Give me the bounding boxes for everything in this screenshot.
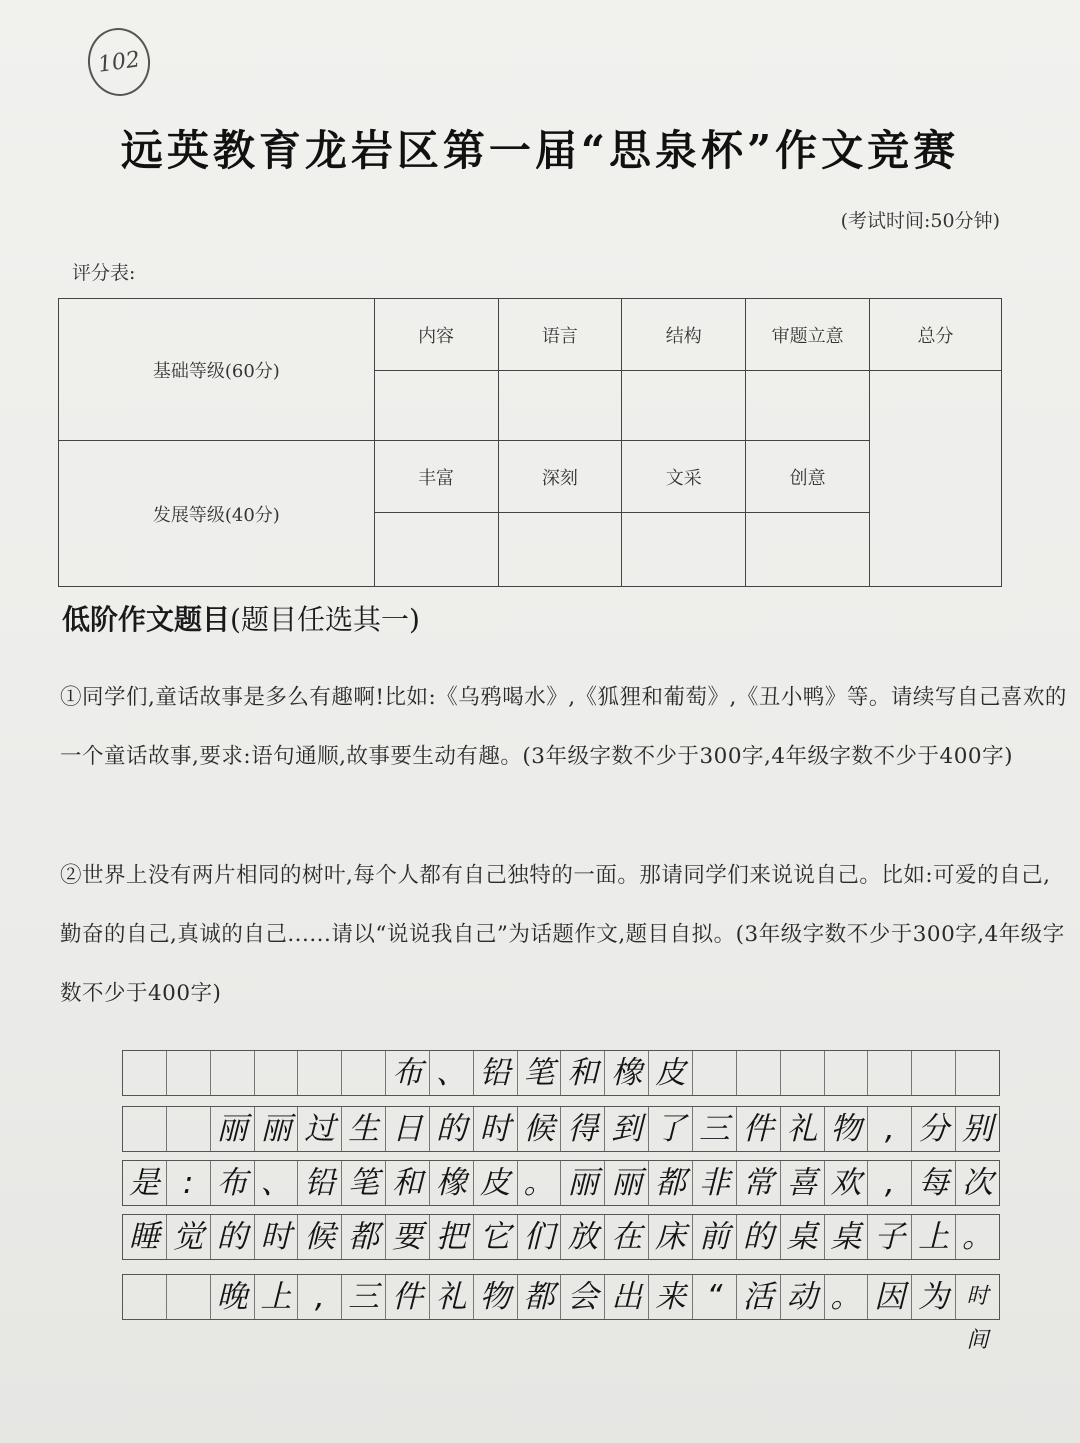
- prompt-2: ②世界上没有两片相同的树叶,每个人都有自己独特的一面。那请同学们来说说自己。比如:可爱的自己,勤奋的自己,真诚的自己......请以“说说我自己”为话题作文,题目自拟。(3年级字数不少于300字,4年级字数不少于400字): [60, 863, 1065, 1006]
- grid-cell: 会: [561, 1275, 605, 1319]
- grid-cell: 子: [868, 1215, 912, 1259]
- grid-cell: ,: [868, 1161, 912, 1205]
- criterion-topic: 审题立意: [746, 299, 870, 371]
- grid-cell: 别: [961, 1111, 993, 1147]
- grid-cell: 睡: [123, 1215, 167, 1259]
- criterion-richness: 丰富: [374, 441, 498, 513]
- grid-cell: 的: [211, 1215, 255, 1259]
- grid-cell: 到: [605, 1107, 649, 1151]
- criterion-language: 语言: [498, 299, 622, 371]
- grid-cell: 铅: [298, 1161, 342, 1205]
- grid-cell: 时: [474, 1107, 518, 1151]
- score-cell: [622, 371, 746, 441]
- grid-cell: 常: [737, 1161, 781, 1205]
- grid-cell: 上: [912, 1215, 956, 1259]
- page-title: 远英教育龙岩区第一届“思泉杯”作文竞赛: [120, 126, 960, 175]
- grid-cell: 件: [737, 1107, 781, 1151]
- grid-cell: 桌: [825, 1215, 869, 1259]
- grid-cell: ,: [298, 1275, 342, 1319]
- grid-cell: 都: [518, 1275, 562, 1319]
- grid-cell: 床: [649, 1215, 693, 1259]
- grid-cell: 笔: [518, 1051, 562, 1095]
- grid-cell: [211, 1051, 255, 1095]
- grid-cell: “: [693, 1275, 737, 1319]
- criterion-style: 文采: [622, 441, 746, 513]
- grid-cell: 候: [298, 1215, 342, 1259]
- grid-cell: 桌: [781, 1215, 825, 1259]
- grid-row: [122, 1274, 1000, 1353]
- grid-cell: 把: [430, 1215, 474, 1259]
- grid-cell: 分: [912, 1107, 956, 1151]
- grid-row: [122, 1214, 1000, 1260]
- grid-cell: 觉: [167, 1215, 211, 1259]
- grid-cell: 喜: [781, 1161, 825, 1205]
- grid-cell: [123, 1107, 167, 1151]
- section-note: (题目任选其一): [230, 603, 420, 636]
- grid-cell: 得: [561, 1107, 605, 1151]
- grid-cell: 都: [342, 1215, 386, 1259]
- grid-cell: 日: [386, 1107, 430, 1151]
- grid-cell: ,: [868, 1107, 912, 1151]
- grid-cell: [167, 1275, 211, 1319]
- grid-cell: 出: [605, 1275, 649, 1319]
- criterion-depth: 深刻: [498, 441, 622, 513]
- grid-cell: 的: [737, 1215, 781, 1259]
- grid-cell: 。: [825, 1275, 869, 1319]
- grid-cell: 都: [649, 1161, 693, 1205]
- grid-cell: 皮: [474, 1161, 518, 1205]
- score-cell: [374, 371, 498, 441]
- grid-cell: [781, 1051, 825, 1095]
- grid-cell: [167, 1051, 211, 1095]
- grid-cell: 丽: [211, 1107, 255, 1151]
- grid-cell: 橡: [430, 1161, 474, 1205]
- section-title-text: 低阶作文题目: [62, 603, 231, 636]
- grid-cell: [123, 1275, 167, 1319]
- grid-cell: 物: [825, 1107, 869, 1151]
- grid-row: [122, 1106, 1000, 1152]
- prompt-1: ①同学们,童话故事是多么有趣啊!比如:《乌鸦喝水》,《狐狸和葡萄》,《丑小鸭》等。请续写自己喜欢的一个童话故事,要求:语句通顺,故事要生动有趣。(3年级字数不少于300字,4年级字数不少于400字): [60, 685, 1067, 769]
- grid-cell: 皮: [649, 1051, 693, 1095]
- grid-cell: 三: [342, 1275, 386, 1319]
- grid-cell: [693, 1051, 737, 1095]
- grid-cell: 每: [912, 1161, 956, 1205]
- grid-cell: 。: [518, 1161, 562, 1205]
- total-label: 总分: [870, 299, 1002, 371]
- criterion-content: 内容: [374, 299, 498, 371]
- grid-cell: 、: [255, 1161, 299, 1205]
- grid-cell: [825, 1051, 869, 1095]
- grid-cell: 和: [561, 1051, 605, 1095]
- grid-cell: 物: [474, 1275, 518, 1319]
- grid-cell: [298, 1051, 342, 1095]
- grid-cell: 笔: [342, 1161, 386, 1205]
- grid-cell: 欢: [825, 1161, 869, 1205]
- grid-cell: 在: [605, 1215, 649, 1259]
- grid-cell: [167, 1107, 211, 1151]
- criterion-creativity: 创意: [746, 441, 870, 513]
- grid-cell: 时: [255, 1215, 299, 1259]
- development-level-label: 发展等级(40分): [59, 441, 375, 587]
- total-score-cell: [870, 371, 1002, 587]
- grid-cell: [737, 1051, 781, 1095]
- grid-cell: 次: [961, 1165, 993, 1201]
- grid-cell: 是: [123, 1161, 167, 1205]
- score-cell: [622, 513, 746, 587]
- grid-cell: 过: [298, 1107, 342, 1151]
- score-table-label: 评分表:: [72, 262, 136, 284]
- section-title: [62, 598, 420, 638]
- basic-level-label: 基础等级(60分): [59, 299, 375, 441]
- grid-cell: 三: [693, 1107, 737, 1151]
- grid-cell: 它: [474, 1215, 518, 1259]
- grid-cell: [868, 1051, 912, 1095]
- writing-grid: [122, 1050, 1000, 1353]
- grid-cell: 布: [211, 1161, 255, 1205]
- grid-cell: 前: [693, 1215, 737, 1259]
- grid-cell: 活: [737, 1275, 781, 1319]
- grid-cell: 动: [781, 1275, 825, 1319]
- grid-cell: 布: [386, 1051, 430, 1095]
- score-cell: [498, 371, 622, 441]
- grid-cell: 丽: [605, 1161, 649, 1205]
- grid-cell: 来: [649, 1275, 693, 1319]
- grid-cell: 了: [649, 1107, 693, 1151]
- grid-cell: :: [167, 1161, 211, 1205]
- grid-cell: 候: [518, 1107, 562, 1151]
- grid-cell: 件: [386, 1275, 430, 1319]
- grid-cell: 要: [386, 1215, 430, 1259]
- score-cell: [746, 513, 870, 587]
- score-table: [58, 298, 1002, 587]
- grid-cell: 丽: [255, 1107, 299, 1151]
- grid-cell: 们: [518, 1215, 562, 1259]
- grid-cell: 礼: [430, 1275, 474, 1319]
- grid-cell: 和: [386, 1161, 430, 1205]
- grid-cell: 非: [693, 1161, 737, 1205]
- grid-cell: 因: [868, 1275, 912, 1319]
- grid-cell: 、: [430, 1051, 474, 1095]
- grid-cell: [342, 1051, 386, 1095]
- grid-cell: 为: [912, 1275, 956, 1319]
- grid-cell: 橡: [605, 1051, 649, 1095]
- grid-cell: [123, 1051, 167, 1095]
- score-cell: [374, 513, 498, 587]
- grid-cell: 上: [255, 1275, 299, 1319]
- score-cell: [498, 513, 622, 587]
- exam-time: (考试时间:50分钟): [840, 210, 1000, 232]
- grid-cell: 铅: [474, 1051, 518, 1095]
- grid-cell: 生: [342, 1107, 386, 1151]
- page-number-circle: 102: [84, 24, 155, 100]
- grid-cell: [912, 1051, 956, 1095]
- criterion-structure: 结构: [622, 299, 746, 371]
- grid-cell: 丽: [561, 1161, 605, 1205]
- grid-row: [122, 1160, 1000, 1206]
- grid-cell: 时间: [966, 1284, 989, 1353]
- grid-cell: 礼: [781, 1107, 825, 1151]
- grid-cell: [956, 1051, 999, 1095]
- grid-row: [122, 1050, 1000, 1096]
- grid-cell: 放: [561, 1215, 605, 1259]
- grid-cell: 晚: [211, 1275, 255, 1319]
- grid-cell: 的: [430, 1107, 474, 1151]
- grid-cell: 。: [961, 1219, 993, 1255]
- grid-cell: [255, 1051, 299, 1095]
- score-cell: [746, 371, 870, 441]
